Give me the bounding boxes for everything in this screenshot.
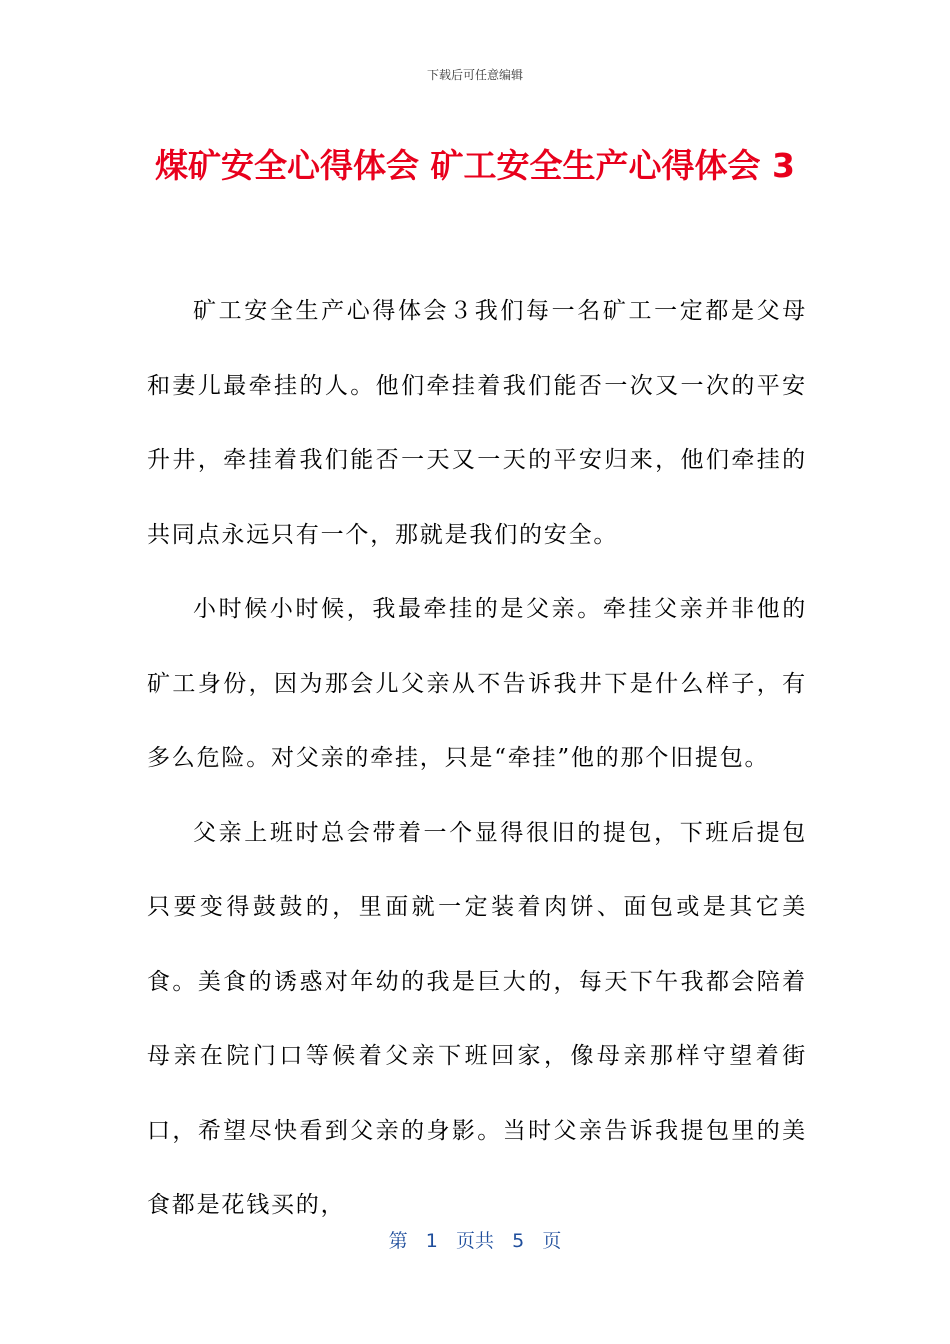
footer-current-page: 1 [425, 1230, 438, 1252]
footer-label-end: 页 [542, 1230, 562, 1252]
paragraph: 小时候小时候，我最牵挂的是父亲。牵挂父亲并非他的矿工身份，因为那会儿父亲从不告诉我井下是什么样子，有多么危险。对父亲的牵挂，只是“牵挂”他的那个旧提包。 [147, 596, 807, 771]
footer-total-pages: 5 [512, 1230, 525, 1252]
header-note: 下载后可任意编辑 [426, 68, 523, 82]
paragraph: 矿工安全生产心得体会３我们每一名矿工一定都是父母和妻儿最牵挂的人。他们牵挂着我们能否一次又一次的平安升井，牵挂着我们能否一天又一天的平安归来，他们牵挂的共同点永远只有一个，那就是我们的安全。 [147, 298, 807, 548]
paragraph: 父亲上班时总会带着一个显得很旧的提包，下班后提包只要变得鼓鼓的，里面就一定装着肉饼、面包或是其它美食。美食的诱惑对年幼的我是巨大的，每天下午我都会陪着母亲在院门口等候着父亲下班回家，像母亲那样守望着街口，希望尽快看到父亲的身影。当时父亲告诉我提包里的美食都是花钱买的， [147, 819, 807, 1218]
footer-label-page: 第 [388, 1230, 408, 1252]
footer-label-total: 页共 [455, 1230, 494, 1252]
page-footer [0, 1226, 950, 1253]
document-title: 煤矿安全心得体会 矿工安全生产心得体会 3 [155, 146, 795, 185]
document-body [147, 274, 807, 1243]
